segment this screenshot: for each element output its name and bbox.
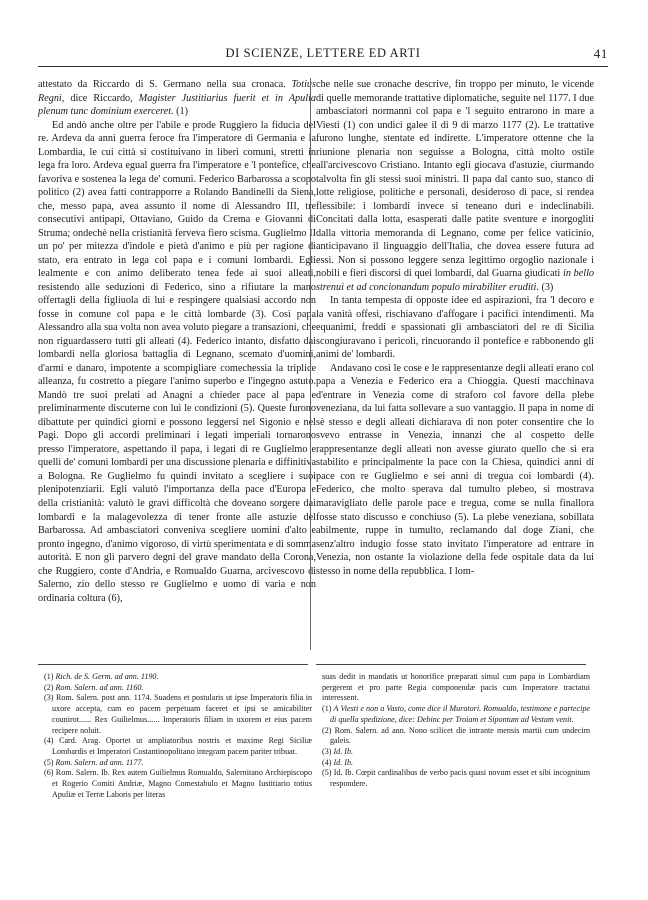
footnote-rule-right xyxy=(316,664,586,665)
footnote-rule-left xyxy=(38,664,308,665)
page-number: 41 xyxy=(593,46,608,61)
footnote: (2) Rom. Salern. ad ann. Nono scilicet die intrante mensis martii cum undecim galeis. xyxy=(322,725,590,746)
footnote-ref: (1) xyxy=(173,106,189,118)
paragraph: Ed andò anche oltre per l'abile e prode Ruggiero la fiducia del re. Ardeva da anni guerra feroce fra l'imperatore di Germania e la Lombardia, le cui città si costituivano in liberi comuni, stretti in lega fra loro. Ardeva egual guerra fra l'imperatore e 'l pontefice, che favoriva e sostenea la lega de' comuni. Federico Barbarossa a scopo politico (2) avea fatti contrapporre a Rolando Bandinelli da Siena, che, messo papa, avea assunto il nome di Alessandro III, tre consecutivi antipapi, Ottaviano, Guido da Crema e Giovanni di Struma; ondechè nella cristianità ferveva fiero scisma. Guglielmo II un po' per mitezza d'indole e pietà d'animo e più per ragione di stato, era entrato in lega col papa e i comuni lombardi. Egli lealmente e con animo deliberato tenea fede ai suoi alleati, resistendo alle seduzioni di Federico, sino a rifiutare la mano offertagli della figliuola di lui e respingere qualsiasi accordo non fosse in comune col papa e le città lombarde (3). Così papa Alessandro alla sua volta non avea voluto piegare a transazioni, che non riguardassero tutti gli alleati (4). Federico intanto, disfatto dai lombardi nella gloriosa battaglia di Legnano, scemato d'uomini, d'armi e danaro, impotente a scompigliare comechessia la triplice alleanza, fu costretto a piegare l'animo superbo e l'ingegno astuto. Mandò tre suoi prelati ad Anagni a chieder pace al papa e preliminarmente discuterne con lui le condizioni (5). Queste furono dibattute per quindici giorni e possono leggersi nel Sigonio e nel Pagi. Dopo gli accordi preliminari i legati imperiali tornarono presso l'imperatore, aspettando il papa, i legati di re Guglielmo e quelli de' comuni lombardi per una discussione plenaria e diffinitiva a Bologna. Re Guglielmo fu quindi invitato a scegliere i suoi plenipotenziarii. Egli valutò l'importanza della pace d'Europa e della cristianità: valutò le gravi difficoltà che doveano sorgere dai lombardi e la malagevolezza di tener fronte alle astuzie del Barbarossa. Ad ambasciatori conveniva scegliere uomini d'alto e pronto ingegno, d'animo vigoroso, di virtù sperimentata e di somma autorità. E non gli parvero degni del grave mandato della Corona, che Ruggiero, conte d'Andria, e Romualdo Guarna, arcivescovo di Salerno, zio dello stesso re Guglielmo e uomo di varia e non ordinaria coltura (6), xyxy=(38,119,316,604)
paragraph: In tanta tempesta di opposte idee ed aspirazioni, fra 'l decoro e la vanità offesi, rischiavano d'affogare i pacifici intendimenti. Ma equanimi, freddi e spassionati gli ambasciatori del re di Sicilia scongiuravano i pericoli, rincuorando il pontefice e rabbonendo gli animi de' lombardi. xyxy=(316,295,594,361)
footnote: (5) Rom. Salern. ad ann. 1177. xyxy=(44,757,144,767)
footnotes-left xyxy=(44,672,312,800)
footnote: (2) Rom. Salern. ad ann. 1160. xyxy=(44,682,144,692)
footnote: (6) Rom. Salern. Ib. Rex autem Guilielmus Romualdo, Salernitano Archiepiscopo et Rogerio Comiti Andriæ, Magno Comestabulo et Magno Iustitiario totius Apuliæ et Terræ Laboris per literas xyxy=(44,768,312,799)
left-column xyxy=(38,78,316,605)
paragraph: attestato da Riccardo di S. Germano nella sua cronaca. Totius Regni, dice Riccardo, Magister Justitiarius fuerit et in Apulia plenum tunc dominium exerceret. (1) xyxy=(38,79,316,118)
journal-title: DI SCIENZE, LETTERE ED ARTI xyxy=(225,46,421,60)
footnote: (4) Card. Arag. Oportet ut ampliatoribus nostris et maxime Regi Siciliæ Lombardis et Imperatori Costantinopolitano integram pacem pariter tribuat. xyxy=(44,736,312,756)
footnotes-right xyxy=(322,672,590,790)
footnote-ref: (3) xyxy=(538,281,554,293)
paragraph: che nelle sue cronache descrive, fin troppo per minuto, le vicende di quelle memorande trattative diplomatiche, seguite nel 1177. I due ambasciatori normanni col papa e 'l seguito entrarono in mare a Viesti (1) con undici galee il di 9 di marzo 1177 (2). Le trattative furono lunghe, stentate ed indirette. L'imperatore ottenne che la riunione plenaria non seguisse a Bologna, città molto ostile all'arcivescovo Cristiano. Intanto egli giocava d'astuzie, ciurmando talvolta fin gli stessi suoi ministri. Il papa dal canto suo, stanco di lotte religiose, politiche e personali, desideroso di pace, si rendea flessibile: i lombardi invece si teneano duri e indeclinabili. Concitati dalla lotta, esasperati dalle patite sventure e inorgogliti dalla vittoria memoranda di Legnano, come per felice vaticinio, anticipavano il linguaggio dell'Italia, che dovea essere futura ad essi. Non si possono leggere senza legittimo orgoglio nazionale i nobili e fieri discorsi di quei lombardi, dal Guarna giudicati in bello strenui et ad concionandum populo mirabiliter eruditi. (3) xyxy=(316,79,594,293)
footnote: (5) Id. Ib. Cœpit cardinalibus de verbo pacis quasi novum esset et sibi incognitum respondere. xyxy=(322,768,591,789)
latin-quote: Magister Justitiarius fuerit et in Apulia plenum tunc dominium exerceret. xyxy=(38,92,316,118)
footnote: (1) A Viesti e non a Vasto, come dice il Muratori. Romualdo, testimone e partecipe di quella spedizione, dice: Debinc per Troiam et Sipontum ad Vestam venit. xyxy=(322,704,590,724)
latin-quote: Totius Regni, xyxy=(38,79,316,104)
paragraph: Andavano così le cose e le rappresentanze degli alleati erano col papa a Venezia e Federico era a Chioggia. Questi macchinava d'entrare in Venezia come di straforo col favore della plebe veneziana, da lui fatta sollevare a suo vantaggio. Il papa in nome di sè stesso e degli alleati dichiarava di non poter consentire che lo svevo entrasse in Venezia, innanzi che al cospetto delle rappresentanze degli alleati non avesse giurato quello che si era stabilito e principalmente la pace con la Chiesa, quindici anni di pace con re Guglielmo e sei anni di tregua coi lombardi (4). Federico, che molto sperava dal tumulto plebeo, si mostrava maravigliato delle parole pace e tregua, come se nulla finallora fosse stato discusso e conchiuso (5). La plebe veneziana, sobillata abilmente, ruppe in tumulto, reclamando dal doge Ziani, che senz'altro indugio fosse stato invitato l'imperatore ad entrare in Venezia, non ostante la violazione della fede ospitale data da lui stesso in nome della repubblica. I lom- xyxy=(316,362,594,577)
footnote: (4) Id. Ib. xyxy=(322,757,354,767)
header-rule xyxy=(38,66,608,67)
latin-quote: in bello strenui et ad concionandum populo mirabiliter eruditi. xyxy=(316,268,594,293)
column-divider xyxy=(310,78,311,650)
running-header xyxy=(38,46,608,62)
right-column xyxy=(316,78,594,578)
footnote: (3) Rom. Salern. post ann. 1174. Suadens et postularis ut ipse Imperatoris filia in uxore accepta, cum eo pacem perpetuam faceret et ipsi se amicabiliter counirot...... Rex Guilielmus...... Imperatoris filiam in uxorem et eius pacem recipere noluit. xyxy=(44,693,313,735)
footnote: (1) Rich. de S. Germ. ad ann. 1190. xyxy=(44,672,159,681)
footnote-continuation: suas dedit in mandatis ut honorifice præparati simul cum papa in Lombardiam pergerent et pro parte Regia componendæ pacis cum Imperatore tractatui interessent. xyxy=(322,672,590,703)
footnote: (3) Id. Ib. xyxy=(322,746,354,756)
